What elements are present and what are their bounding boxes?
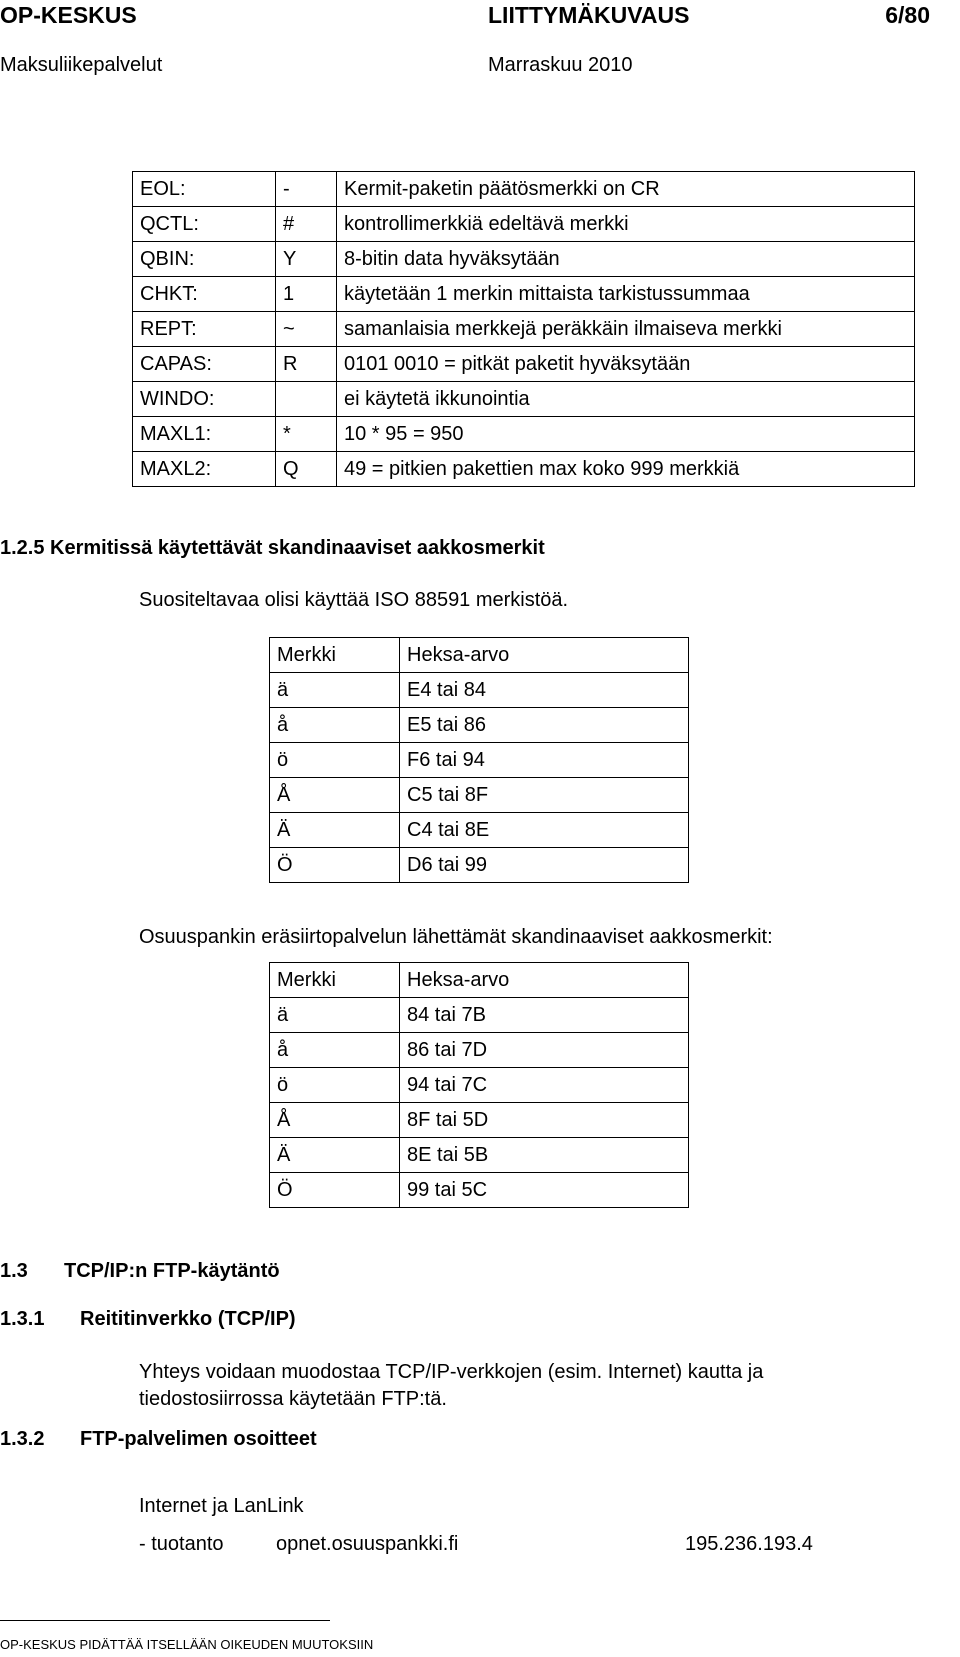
parameter-row (133, 312, 915, 347)
parameter-name: MAXL2: (133, 452, 276, 487)
section-1-3-title: TCP/IP:n FTP-käytäntö (64, 1260, 280, 1282)
parameter-row (133, 277, 915, 312)
parameter-description: kontrollimerkkiä edeltävä merkki (337, 207, 915, 242)
table-row (270, 848, 689, 883)
table-row (270, 998, 689, 1033)
character-cell: å (270, 708, 400, 743)
character-cell: ö (270, 743, 400, 778)
character-cell: ö (270, 1068, 400, 1103)
kermit-parameters-table (132, 171, 915, 487)
parameter-value (276, 382, 337, 417)
hex-value-cell: C5 tai 8F (400, 778, 689, 813)
table-row (270, 1033, 689, 1068)
hex-value-cell: 94 tai 7C (400, 1068, 689, 1103)
iso-characters-table (269, 637, 689, 883)
footer-notice: OP-KESKUS PIDÄTTÄÄ ITSELLÄÄN OIKEUDEN MUUTOKSIIN (0, 1637, 374, 1652)
table-row (270, 708, 689, 743)
character-cell: Ö (270, 848, 400, 883)
parameter-description: 10 * 95 = 950 (337, 417, 915, 452)
header-document-title: LIITTYMÄKUVAUS (488, 2, 690, 28)
parameter-name: CHKT: (133, 277, 276, 312)
parameter-name: EOL: (133, 172, 276, 207)
column-header-character: Merkki (270, 963, 400, 998)
hex-value-cell: 8E tai 5B (400, 1138, 689, 1173)
column-header-character: Merkki (270, 638, 400, 673)
hex-value-cell: 86 tai 7D (400, 1033, 689, 1068)
parameter-description: 49 = pitkien pakettien max koko 999 merkkiä (337, 452, 915, 487)
section-1-3-1-heading (0, 1308, 296, 1331)
parameter-value: - (276, 172, 337, 207)
parameter-value: Q (276, 452, 337, 487)
character-cell: å (270, 1033, 400, 1068)
parameter-description: 8-bitin data hyväksytään (337, 242, 915, 277)
section-1-3-2-heading (0, 1428, 317, 1451)
hex-value-cell: 8F tai 5D (400, 1103, 689, 1138)
parameter-name: WINDO: (133, 382, 276, 417)
parameter-row (133, 207, 915, 242)
section-1-2-5-heading: 1.2.5 Kermitissä käytettävät skandinaaviset aakkosmerkit (0, 537, 545, 559)
tcpip-description-line-1: Yhteys voidaan muodostaa TCP/IP-verkkojen (esim. Internet) kautta ja (139, 1361, 764, 1383)
parameter-row (133, 452, 915, 487)
table-row (270, 1173, 689, 1208)
parameter-name: MAXL1: (133, 417, 276, 452)
hex-value-cell: C4 tai 8E (400, 813, 689, 848)
parameter-description: 0101 0010 = pitkät paketit hyväksytään (337, 347, 915, 382)
table-row (270, 1138, 689, 1173)
table-header-row (270, 638, 689, 673)
header-department: Maksuliikepalvelut (0, 54, 163, 76)
parameter-description: samanlaisia merkkejä peräkkäin ilmaiseva merkki (337, 312, 915, 347)
table-row (270, 1068, 689, 1103)
section-1-3-2-number: 1.3.2 (0, 1428, 45, 1450)
table-row (270, 813, 689, 848)
ftp-production-ip: 195.236.193.4 (685, 1533, 813, 1555)
section-1-3-number: 1.3 (0, 1260, 28, 1282)
character-cell: Ä (270, 813, 400, 848)
parameter-value: 1 (276, 277, 337, 312)
tcpip-description-line-2: tiedostosiirrossa käytetään FTP:tä. (139, 1388, 447, 1410)
parameter-name: QBIN: (133, 242, 276, 277)
table-row (270, 1103, 689, 1138)
character-cell: Å (270, 1103, 400, 1138)
section-1-3-1-title: Reititinverkko (TCP/IP) (80, 1308, 296, 1330)
column-header-hex-value: Heksa-arvo (400, 963, 689, 998)
table-header-row (270, 963, 689, 998)
section-1-3-heading (0, 1260, 280, 1283)
iso-recommendation-text: Suositeltavaa olisi käyttää ISO 88591 merkistöä. (139, 589, 569, 611)
hex-value-cell: E5 tai 86 (400, 708, 689, 743)
hex-value-cell: D6 tai 99 (400, 848, 689, 883)
parameter-value: ~ (276, 312, 337, 347)
parameter-row (133, 417, 915, 452)
parameter-value: R (276, 347, 337, 382)
parameter-description: käytetään 1 merkin mittaista tarkistussummaa (337, 277, 915, 312)
table-row (270, 673, 689, 708)
table-row (270, 743, 689, 778)
parameter-value: # (276, 207, 337, 242)
hex-value-cell: E4 tai 84 (400, 673, 689, 708)
parameter-value: Y (276, 242, 337, 277)
bank-characters-table (269, 962, 689, 1208)
parameter-description: Kermit-paketin päätösmerkki on CR (337, 172, 915, 207)
character-cell: ä (270, 673, 400, 708)
parameter-value: * (276, 417, 337, 452)
parameter-row (133, 347, 915, 382)
character-cell: ä (270, 998, 400, 1033)
parameter-row (133, 382, 915, 417)
header-date: Marraskuu 2010 (488, 54, 633, 76)
hex-value-cell: F6 tai 94 (400, 743, 689, 778)
parameter-name: CAPAS: (133, 347, 276, 382)
character-cell: Ö (270, 1173, 400, 1208)
parameter-name: QCTL: (133, 207, 276, 242)
hex-value-cell: 99 tai 5C (400, 1173, 689, 1208)
ftp-network-subheading: Internet ja LanLink (139, 1495, 304, 1517)
ftp-production-label: - tuotanto (139, 1533, 224, 1555)
parameter-row (133, 242, 915, 277)
section-1-3-1-number: 1.3.1 (0, 1308, 45, 1330)
footer-divider (0, 1620, 330, 1621)
character-cell: Ä (270, 1138, 400, 1173)
header-page-number: 6/80 (885, 2, 930, 28)
hex-value-cell: 84 tai 7B (400, 998, 689, 1033)
character-cell: Å (270, 778, 400, 813)
column-header-hex-value: Heksa-arvo (400, 638, 689, 673)
section-1-3-2-title: FTP-palvelimen osoitteet (80, 1428, 317, 1450)
parameter-row (133, 172, 915, 207)
bank-characters-intro: Osuuspankin eräsiirtopalvelun lähettämät skandinaaviset aakkosmerkit: (139, 926, 773, 948)
table-row (270, 778, 689, 813)
parameter-name: REPT: (133, 312, 276, 347)
parameter-description: ei käytetä ikkunointia (337, 382, 915, 417)
header-company: OP-KESKUS (0, 2, 137, 28)
ftp-production-host: opnet.osuuspankki.fi (276, 1533, 459, 1555)
